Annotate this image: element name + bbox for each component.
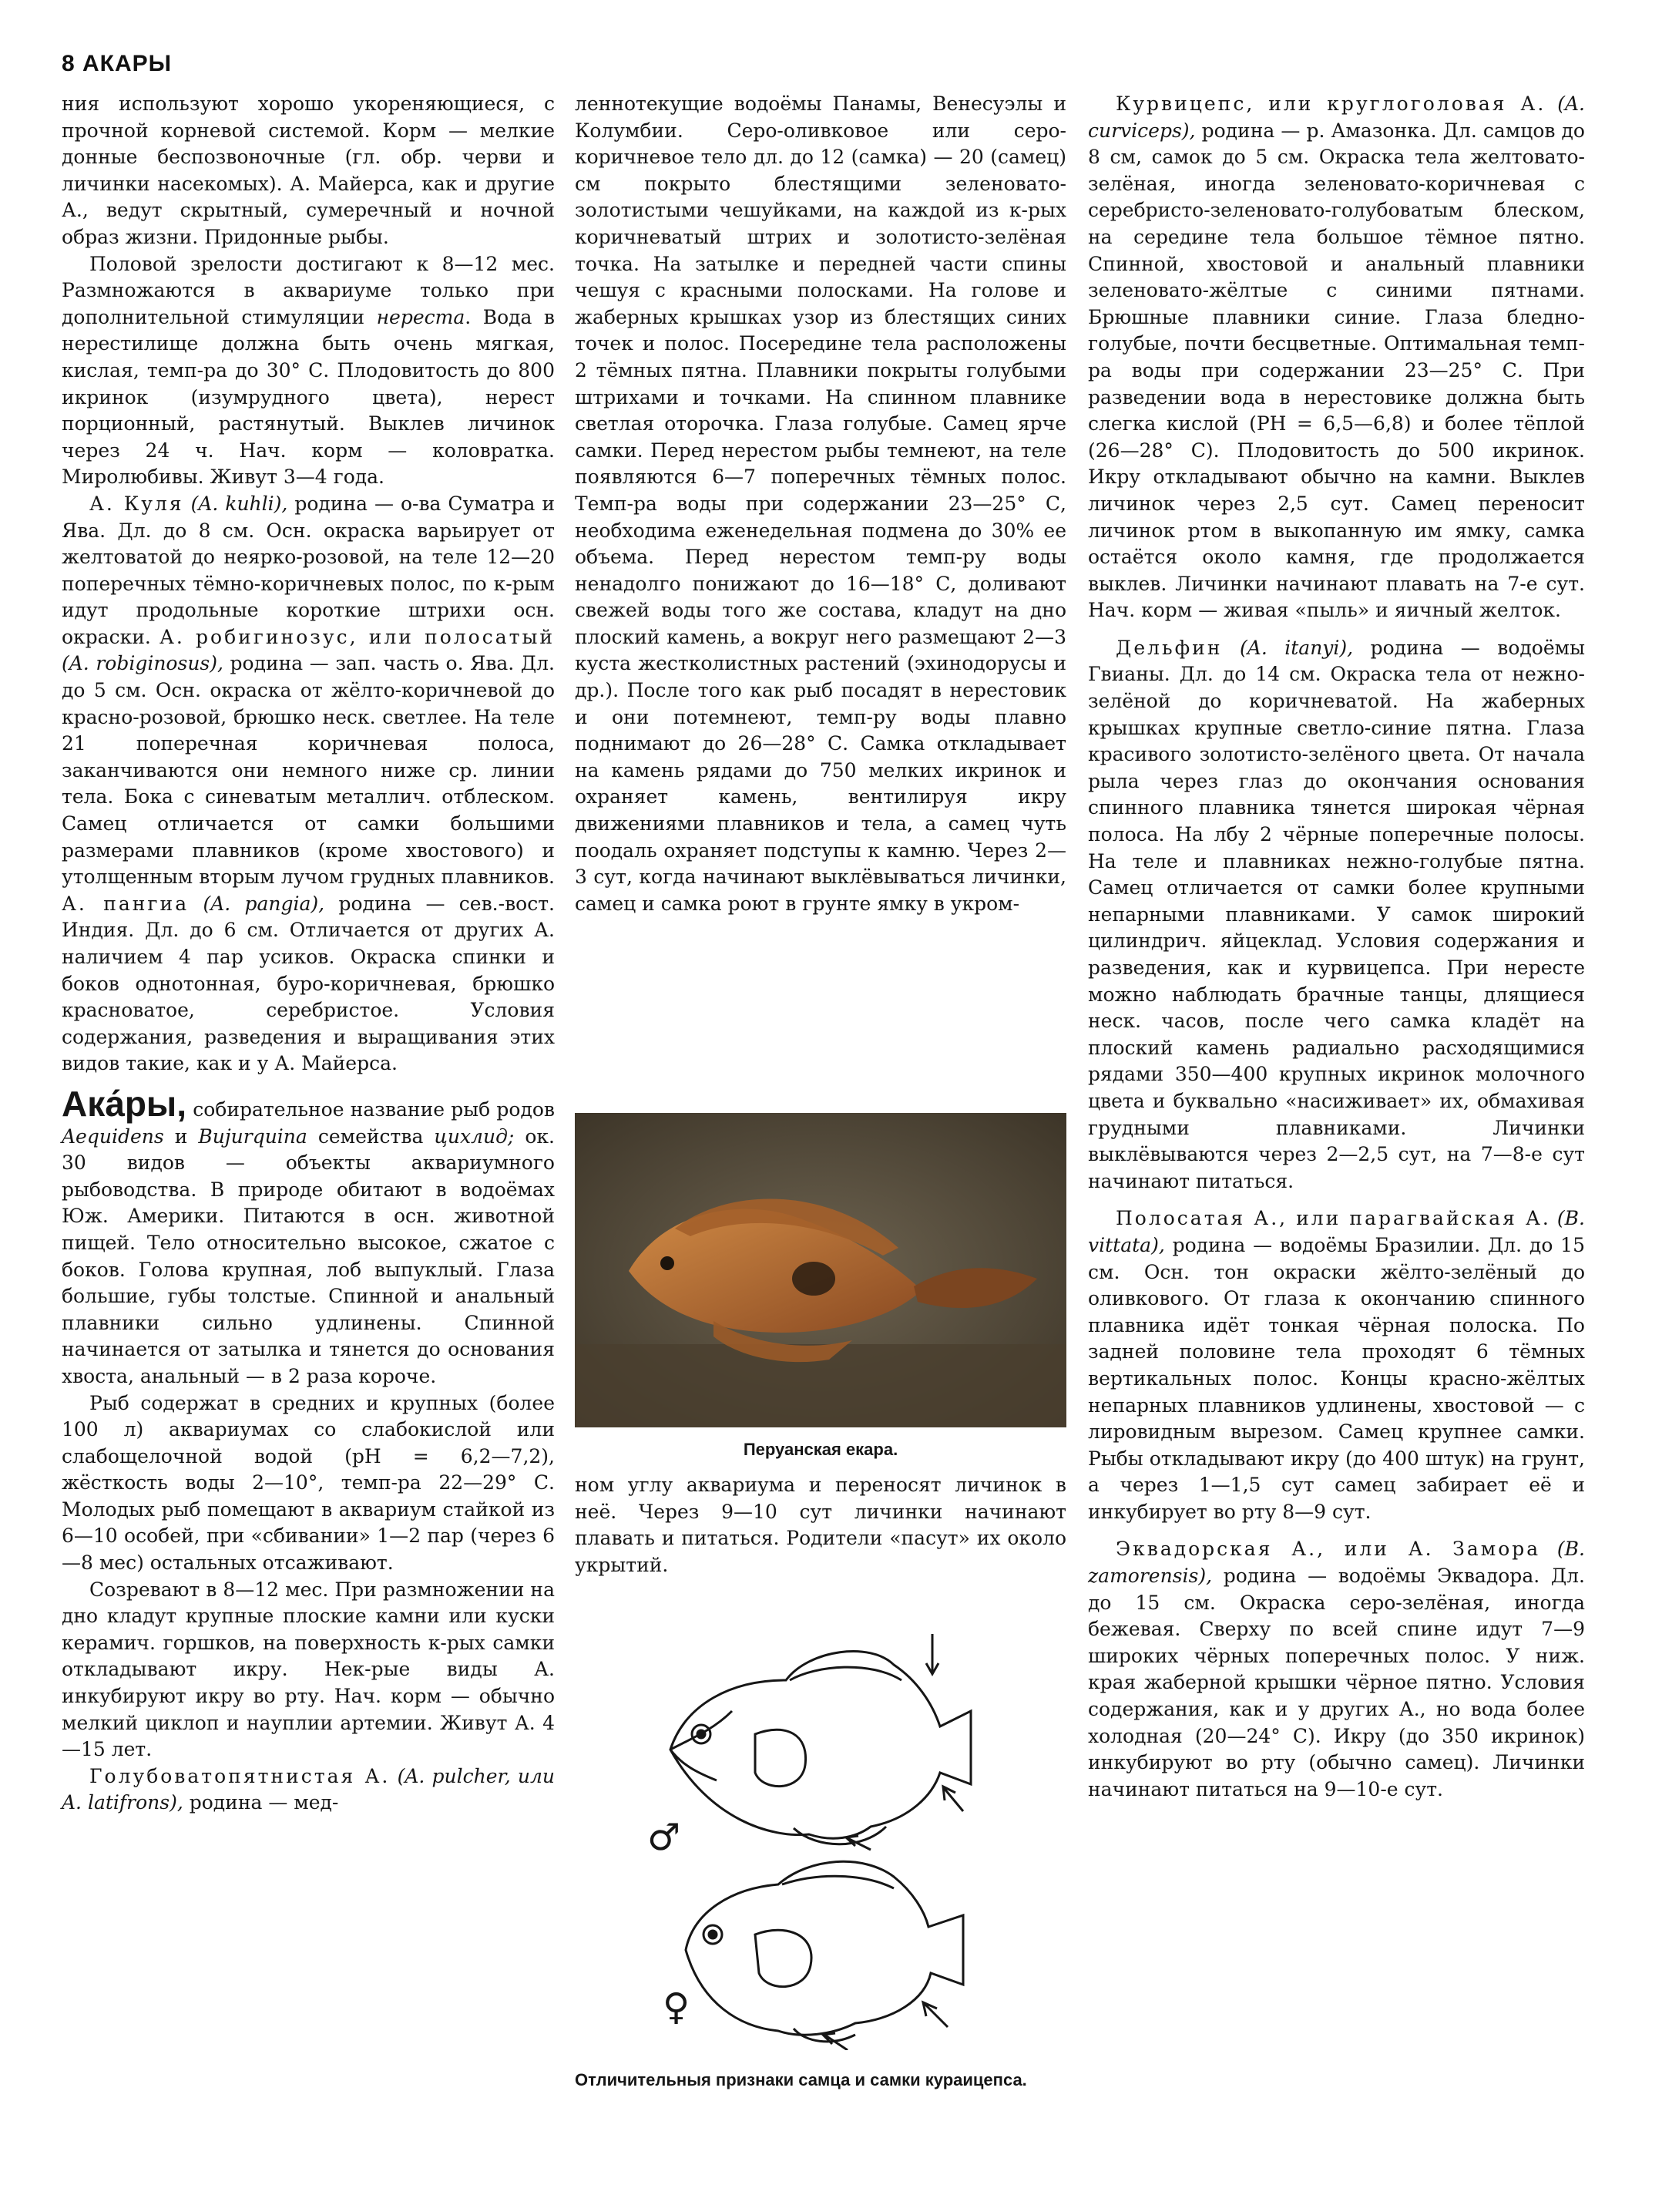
paragraph: Курвицепс, или круглоголовая А. (A. curviceps), родина — р. Амазонка. Дл. самцов до 8 см, самок до 5 см. Окраска тела желтовато-зелёная, иногда зеленовато-коричневая с серебристо-зеленовато-голубоватым блеском, на середине тела большое тёмное пятно. Спинной, хвостовой и анальный плавники зеленовато-жёлтые с синими пятнами. Брюшные плавники синие. Глаза бледно-голубые, почти бесцветные. Оптимальная темп-ра воды при содержании 23—25° С. При разведении вода в нерестовике должна быть слегка кислой (PH = 6,5—6,8) и более тёплой (26—28° С). Плодовитость до 500 икринок. Икру откладывают обычно на камни. Выклев личинок через 2,5 сут. Самец переносит личинок ртом в выкопанную им ямку, самка остаётся около камня, где продолжается выклев. Личинки начинают плавать на 7-е сут. Нач. корм — живая «пыль» и яичный желток. xyxy=(1088,92,1585,622)
paragraph: Полосатая А., или парагвайская А. (B. vittata), родина — водоёмы Бразилии. Дл. до 15 см. Осн. тон окраски жёлто-зелёный до оливкового. От глаза к окончанию спинного плавника идёт тонкая чёрная полоска. По задней половине тела проходят 6 тёмных вертикальных полос. Концы красно-жёлтых непарных плавников удлинены, хвостовой — с лировидным вырезом. Самец крупнее самки. Рыбы откладывают икру (до 400 штук) на грунт, а через 1—1,5 сут самец забирает её и инкубирует во рту 8—9 сут. xyxy=(1088,1207,1585,1523)
paragraph: Эквадорская А., или А. Замора (B. zamorensis), родина — водоёмы Эквадора. Дл. до 15 см. Окраска серо-зелёная, иногда бежевая. Сверху по всей спине идут 7—9 широких чёрных поперечных полос. У ниж. края жаберной крышки чёрное пятно. Условия содержания, как и у других А., но вода более холодная (20—24° С). Икру (до 350 икринок) инкубируют во рту (обычно самец). Личинки начинают питаться на 9—10-е сут. xyxy=(1088,1538,1585,1800)
species-name: А. пангиа xyxy=(62,892,190,915)
male-symbol: ♂ xyxy=(647,1816,681,1859)
paragraph: Половой зрелости достигают к 8—12 мес. Размножаются в аквариуме только при дополнительной стимуляции нереста. Вода в нерестилище должна быть очень мягкая, кислая, темп-ра до 30° С. Плодовитость до 800 икринок (изумрудного цвета), нерест порционный, растянутый. Выклев личинок через 24 ч. Нач. корм — коловратка. Миролюбивы. Живут 3—4 года. xyxy=(62,252,555,489)
female-fish-outline xyxy=(686,1861,963,2050)
entry-paragraph: Ака́ры, собирательное название рыб родов Aequidens и Bujurquina семейства цихлид; ок. 30 видов — объекты аквариумного рыбоводства. В природе обитают в водоёмах Юж. Америки. Питаются в осн. животной пищей. Тело относительно высокое, сжатое с боков. Голова крупная, лоб выпуклый. Глаза большие, губы толстые. Спинной и анальный плавники сильно удлинены. Спинной начинается от затылка и тянется до основания хвоста, анальный — в 2 раза короче. xyxy=(62,1083,556,1387)
species-name: Дельфин xyxy=(1116,636,1223,659)
male-fish-outline xyxy=(670,1634,971,1850)
paragraph: Рыб содержат в средних и крупных (более 100 л) аквариумах со слабокислой или слабощелочной водой (pH = 6,2—7,2), жёсткость воды 2—10°, темп-ра 22—29° С. Молодых рыб помещают в аквариум стайкой из 6—10 особей, при «сбивании» 1—2 пар (через 6—8 мес) остальных отсаживают. xyxy=(62,1391,555,1575)
fish-sex-diagram xyxy=(640,1619,1009,2050)
species-name: Эквадорская А., или А. Замора xyxy=(1116,1538,1541,1561)
paragraph: Голубоватопятнистая А. (A. pulcher, или A. latifrons), родина — мед- xyxy=(62,1764,555,1814)
column-2 xyxy=(575,91,1066,917)
paragraph: леннотекущие водоёмы Панамы, Венесуэлы и Колумбии. Серо-оливковое или серо-коричневое тело дл. до 12 (самка) — 20 (самец) см покрыто блестящими зеленовато-золотистыми чешуйками, на каждой из к-рых коричневатый штрих и золотисто-зелёная точка. На затылке и передней части спины чешуя с красными полосками. На голове и жаберных крышках узор из блестящих синих точек и полос. Посередине тела расположены 2 тёмных пятна. Плавники покрыты голубыми штрихами и точками. На спинном плавнике светлая оторочка. Глаза голубые. Самец ярче самки. Перед нерестом рыбы темнеют, на теле появляются 6—7 поперечных тёмных полос. Темп-ра воды при содержании 23—25° С, необходима еженедельная подмена до 30% ее объема. Перед нерестом темп-ру воды ненадолго понижают до 16—18° С, доливают свежей воды того же состава, кладут на дно плоский камень, а вокруг него размещают 2—3 куста жестколистных растений (эхинодорусы и др.). После того как рыб посадят в нерестовик и они потемнеют, темп-ру воды плавно поднимают до 26—28° С. Самка откладывает на камень рядами до 750 мелких икринок и охраняет камень, вентилируя икру движениями плавников и тела, а самец чуть поодаль охраняет подступы к камню. Через 2—3 сут, когда начинают выклёвываться личинки, самец и самка роют в грунте ямку в укром- xyxy=(575,92,1066,915)
photo-caption: Перуанская екара. xyxy=(743,1440,898,1459)
species-name: А. Куля xyxy=(89,492,184,515)
paragraph: Созревают в 8—12 мес. При размножении на дно кладут крупные плоские камни или куски керамич. горшков, на поверхность к-рых самки откладывают икру. Нек-рые виды А. инкубируют икру во рту. Нач. корм — обычно мелкий циклоп и науплии артемии. Живут А. 4—15 лет. xyxy=(62,1578,555,1761)
species-name: Полосатая А., или парагвайская А. xyxy=(1116,1207,1551,1230)
paragraph: ния используют хорошо укореняющиеся, с прочной корневой системой. Корм — мелкие донные беспозвоночные (гл. обр. черви и личинки насекомых). А. Майерса, как и другие А., ведут скрытный, сумеречный и ночной образ жизни. Придонные рыбы. xyxy=(62,92,555,248)
species-name: Курвицепс, или круглоголовая А. xyxy=(1116,92,1546,115)
column-1 xyxy=(62,91,555,1817)
diagram-caption: Отличительныя признаки самца и самки кураицепса. xyxy=(575,2070,1027,2089)
column-3 xyxy=(1088,91,1585,1803)
column-2-continued xyxy=(575,1472,1066,1578)
running-head: 8 АКАРЫ xyxy=(62,51,173,76)
entry-headword: Ака́ры, xyxy=(62,1083,186,1124)
species-name: А. робигинозус, или полосатый xyxy=(159,625,555,648)
paragraph: Дельфин (A. itanyi), родина — водоёмы Гвианы. Дл. до 14 см. Окраска тела от нежно-зелёной до коричневатой. На жаберных крышках крупные светло-синие пятна. Глаза красивого золотисто-зелёного цвета. От начала рыла через глаз до окончания основания спинного плавника тянется широкая чёрная полоса. На лбу 2 чёрные поперечные полосы. На теле и плавниках нежно-голубые пятна. Самец отличается от самки более крупными непарными плавниками. У самок широкий цилиндрич. яйцеклад. Условия содержания и разведения, как и курвицепса. При нересте можно наблюдать брачные танцы, длящиеся неск. часов, после чего самка кладёт на плоский камень радиально расходящимися рядами 350—400 крупных икринок молочного цвета и буквально «насиживает» их, обмахивая грудными плавниками. Личинки выклёвываются через 2—2,5 сут, на 7—8-е сут начинают питаться. xyxy=(1088,636,1585,1192)
fish-photo xyxy=(575,1113,1066,1427)
female-symbol: ♀ xyxy=(663,1985,690,2029)
species-name: Голубоватопятнистая А. xyxy=(89,1764,391,1787)
paragraph: ном углу аквариума и переносят личинок в неё. Через 9—10 сут личинки начинают плавать и питаться. Родители «пасут» их около укрытий. xyxy=(575,1474,1066,1576)
paragraph: А. Куля (A. kuhli), родина — о-ва Суматра и Ява. Дл. до 8 см. Осн. окраска варьирует от желтоватой до неярко-розовой, на теле 12—20 поперечных тёмно-коричневых полос, по к-рым идут продольные короткие штрихи осн. окраски. А. робигинозус, или полосатый (A. robiginosus), родина — зап. часть о. Ява. Дл. до 5 см. Осн. окраска от жёлто-коричневой до красно-розовой, брюшко неск. светлее. На теле 21 поперечная коричневая полоса, заканчиваются они немного ниже ср. линии тела. Бока с синеватым металлич. отблеском. Самец отличается от самки большими размерами плавников (кроме хвостового) и утолщенным вторым лучом грудных плавников. А. пангиа (A. pangia), родина — сев.-вост. Индия. Дл. до 6 см. Отличается от других А. наличием 4 пар усиков. Окраска спинки и боков однотонная, буро-коричневая, брюшко красноватое, серебристое. Условия содержания, разведения и выращивания этих видов такие, как и у А. Майерса. xyxy=(62,492,555,1075)
